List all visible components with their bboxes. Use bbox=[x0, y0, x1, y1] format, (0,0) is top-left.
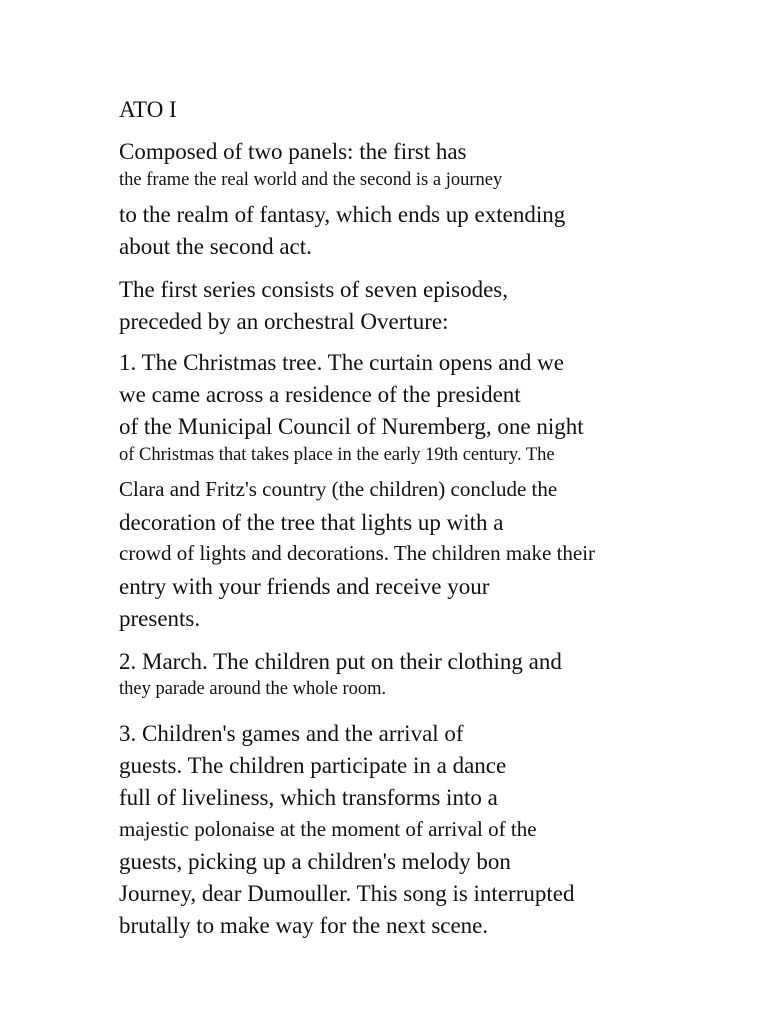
paragraph-5-line-7: brutally to make way for the next scene. bbox=[119, 913, 489, 938]
paragraph-3-line-3: of the Municipal Council of Nuremberg, one night bbox=[119, 414, 584, 439]
paragraph-5-line-4: majestic polonaise at the moment of arrival of the bbox=[119, 817, 537, 841]
paragraph-5-line-1: 3. Children's games and the arrival of bbox=[119, 721, 464, 746]
paragraph-4-line-2: they parade around the whole room. bbox=[119, 679, 387, 699]
paragraph-5-line-3: full of liveliness, which transforms into a bbox=[119, 785, 498, 810]
paragraph-5-line-5: guests, picking up a children's melody bon bbox=[119, 849, 511, 874]
paragraph-3-line-5: Clara and Fritz's country (the children) conclude the bbox=[119, 477, 558, 501]
paragraph-2-line-1: The first series consists of seven episodes, bbox=[119, 277, 509, 302]
paragraph-1-line-3: to the realm of fantasy, which ends up extending bbox=[119, 202, 566, 227]
paragraph-3-line-8: entry with your friends and receive your bbox=[119, 574, 490, 599]
paragraph-5-line-6: Journey, dear Dumouller. This song is interrupted bbox=[119, 881, 575, 906]
paragraph-1-line-1: Composed of two panels: the first has bbox=[119, 139, 467, 164]
paragraph-3-line-6: decoration of the tree that lights up with a bbox=[119, 510, 504, 535]
paragraph-5-line-2: guests. The children participate in a dance bbox=[119, 753, 507, 778]
paragraph-2-line-2: preceded by an orchestral Overture: bbox=[119, 309, 449, 334]
paragraph-1-line-2: the frame the real world and the second is a journey bbox=[119, 170, 503, 190]
paragraph-1-line-4: about the second act. bbox=[119, 234, 312, 259]
paragraph-4-line-1: 2. March. The children put on their clothing and bbox=[119, 649, 562, 674]
paragraph-3-line-2: we came across a residence of the president bbox=[119, 382, 521, 407]
page-heading: ATO I bbox=[119, 97, 177, 122]
paragraph-3-line-9: presents. bbox=[119, 606, 201, 631]
paragraph-3-line-7: crowd of lights and decorations. The children make their bbox=[119, 541, 596, 565]
paragraph-3-line-4: of Christmas that takes place in the early 19th century. The bbox=[119, 445, 555, 465]
paragraph-3-line-1: 1. The Christmas tree. The curtain opens and we bbox=[119, 350, 564, 375]
